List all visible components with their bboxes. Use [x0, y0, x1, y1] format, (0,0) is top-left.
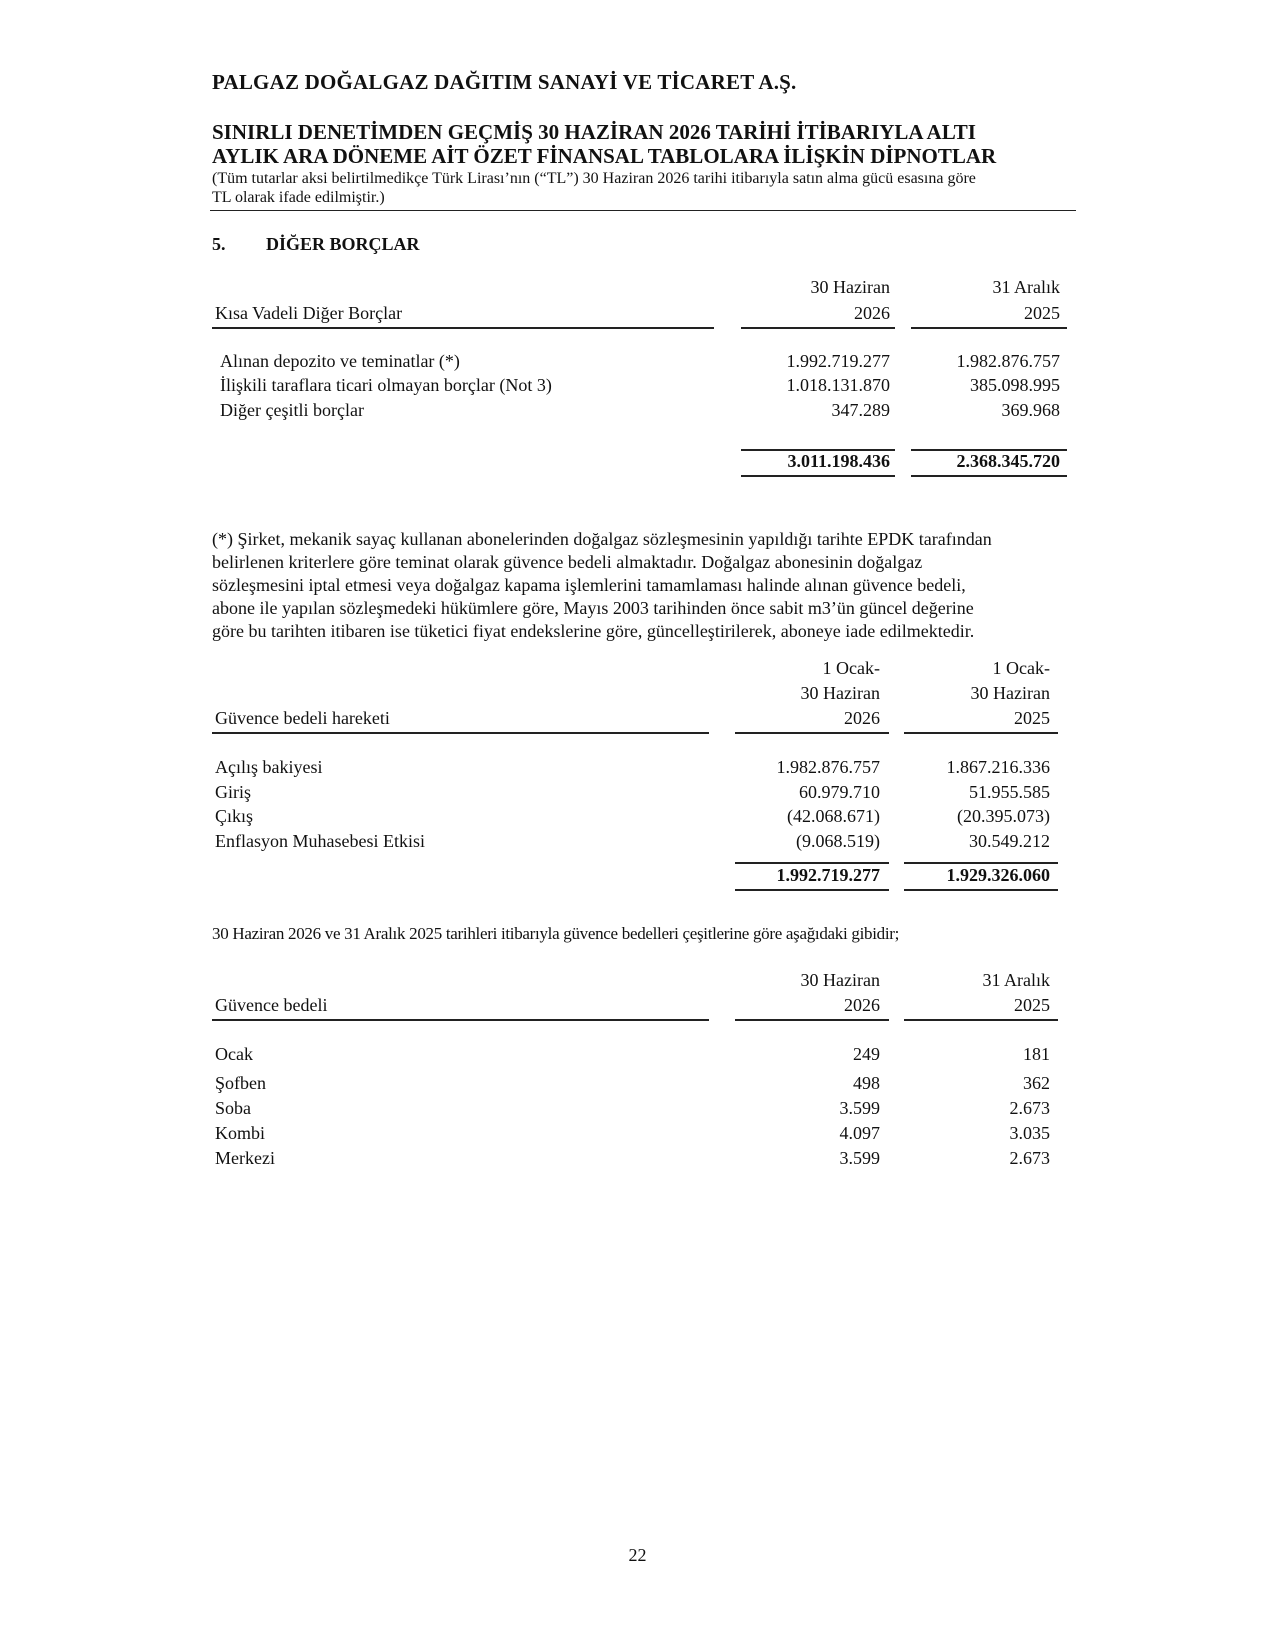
table1-row-value-2026: 1.992.719.277 [786, 351, 890, 371]
table2-row-label: Giriş [215, 782, 251, 802]
table1-col1-header-bottom: 2026 [854, 303, 890, 323]
table1-col1-underline [741, 327, 895, 329]
table3-row-value-2025: 2.673 [1009, 1098, 1050, 1118]
table3-row-label: Ocak [215, 1044, 253, 1064]
table2-row-label: Açılış bakiyesi [215, 757, 323, 777]
table3-row-value-2025: 181 [1023, 1044, 1050, 1064]
table1-row-value-2026: 1.018.131.870 [786, 375, 890, 395]
table2-label: Güvence bedeli hareketi [215, 708, 390, 728]
table1-total-2026: 3.011.198.436 [787, 451, 890, 471]
table2-label-underline [212, 732, 709, 734]
table3-col1-header-bottom: 2026 [844, 995, 880, 1015]
table2-col1-underline [735, 732, 889, 734]
table1-col2-header-bottom: 2025 [1024, 303, 1060, 323]
table2-col2-header-l1: 1 Ocak- [992, 658, 1050, 678]
footnote-line: (*) Şirket, mekanik sayaç kullanan abonelerinden doğalgaz sözleşmesinin yapıldığı tarihte EPDK tarafından [212, 529, 992, 549]
table3-label-underline [212, 1019, 709, 1021]
table2-total-2026: 1.992.719.277 [776, 865, 880, 885]
table3-row-label: Soba [215, 1098, 251, 1118]
table3-col2-underline [904, 1019, 1058, 1021]
currency-note-line-2: TL olarak ifade edilmiştir.) [212, 189, 385, 206]
table2-total-topline-2026 [735, 862, 889, 864]
table2-col2-header-l3: 2025 [1014, 708, 1050, 728]
footnote-line: belirlenen kriterlere göre teminat olarak güvence bedeli almaktadır. Doğalgaz abonesinin doğalgaz [212, 552, 923, 572]
table2-row-value-2026: (9.068.519) [796, 831, 880, 851]
section-number: 5. [212, 234, 226, 254]
table1-col2-underline [911, 327, 1067, 329]
header-divider [210, 210, 1076, 211]
table1-row-label: İlişkili taraflara ticari olmayan borçlar (Not 3) [220, 375, 552, 395]
table1-total-2025: 2.368.345.720 [956, 451, 1060, 471]
table2-row-value-2025: (20.395.073) [957, 806, 1050, 826]
table2-total-topline-2025 [904, 862, 1058, 864]
section-title: DİĞER BORÇLAR [266, 234, 420, 254]
table1-row-label: Alınan depozito ve teminatlar (*) [220, 351, 460, 371]
company-name: PALGAZ DOĞALGAZ DAĞITIM SANAYİ VE TİCARET A.Ş. [212, 70, 797, 94]
footnote-line: abone ile yapılan sözleşmedeki hükümlere göre, Mayıs 2003 tarihinden önce sabit m3’ün güncel değerine [212, 598, 974, 618]
table2-row-label: Çıkış [215, 806, 254, 826]
table2-col2-header-l2: 30 Haziran [970, 683, 1050, 703]
footnote-line: göre bu tarihten itibaren ise tüketici fiyat endekslerine göre, güncelleştirilerek, aboneye iade edilmektedir. [212, 621, 975, 641]
table3-col1-underline [735, 1019, 889, 1021]
table2-total-underline-2025 [904, 889, 1058, 891]
table1-row-value-2025: 369.968 [1001, 400, 1060, 420]
report-title-line-2: AYLIK ARA DÖNEME AİT ÖZET FİNANSAL TABLOLARA İLİŞKİN DİPNOTLAR [212, 144, 997, 168]
table2-row-value-2025: 51.955.585 [969, 782, 1050, 802]
table3-col1-header-top: 30 Haziran [800, 970, 880, 990]
currency-note-line-1: (Tüm tutarlar aksi belirtilmedikçe Türk Lirası’nın (“TL”) 30 Haziran 2026 tarihi itibarıyla satın alma gücü esasına göre [212, 170, 976, 187]
table3-row-label: Şofben [215, 1073, 266, 1093]
table2-total-underline-2026 [735, 889, 889, 891]
table3-col2-header-bottom: 2025 [1014, 995, 1050, 1015]
table2-row-label: Enflasyon Muhasebesi Etkisi [215, 831, 425, 851]
table3-row-label: Merkezi [215, 1148, 275, 1168]
table3-row-value-2026: 3.599 [839, 1148, 880, 1168]
table3-row-value-2026: 249 [853, 1044, 880, 1064]
table3-row-value-2026: 498 [853, 1073, 880, 1093]
table2-row-value-2025: 30.549.212 [969, 831, 1050, 851]
table3-row-value-2025: 3.035 [1009, 1123, 1050, 1143]
table3-row-value-2026: 4.097 [839, 1123, 880, 1143]
table3-row-label: Kombi [215, 1123, 266, 1143]
table1-col2-header-top: 31 Aralık [992, 277, 1060, 297]
table3-row-value-2025: 2.673 [1009, 1148, 1050, 1168]
table2-row-value-2026: 1.982.876.757 [776, 757, 880, 777]
table1-row-value-2025: 1.982.876.757 [956, 351, 1060, 371]
table1-total-underline-2025 [911, 475, 1067, 477]
table2-col1-header-l2: 30 Haziran [800, 683, 880, 703]
table2-col1-header-l1: 1 Ocak- [822, 658, 880, 678]
deposit-types-intro: 30 Haziran 2026 ve 31 Aralık 2025 tarihleri itibarıyla güvence bedelleri çeşitlerine göre aşağıdaki gibidir; [212, 924, 900, 943]
table1-row-value-2026: 347.289 [831, 400, 890, 420]
table2-row-value-2025: 1.867.216.336 [946, 757, 1050, 777]
table2-col1-header-l3: 2026 [844, 708, 880, 728]
table1-label: Kısa Vadeli Diğer Borçlar [215, 303, 403, 323]
table1-label-underline [212, 327, 714, 329]
table1-row-label: Diğer çeşitli borçlar [220, 400, 364, 420]
table3-row-value-2025: 362 [1023, 1073, 1050, 1093]
table2-row-value-2026: 60.979.710 [799, 782, 880, 802]
table1-total-underline-2026 [741, 475, 895, 477]
footnote-paragraph [212, 528, 1072, 643]
table2-total-2025: 1.929.326.060 [946, 865, 1050, 885]
table2-row-value-2026: (42.068.671) [787, 806, 880, 826]
table3-col2-header-top: 31 Aralık [982, 970, 1050, 990]
table3-label: Güvence bedeli [215, 995, 328, 1015]
footnote-line: sözleşmesini iptal etmesi veya doğalgaz kapama işlemlerini tamamlaması halinde alınan güvence bedeli, [212, 575, 966, 595]
page-number: 22 [628, 1545, 647, 1565]
table1-row-value-2025: 385.098.995 [970, 375, 1060, 395]
report-title-line-1: SINIRLI DENETİMDEN GEÇMİŞ 30 HAZİRAN 2026 TARİHİ İTİBARIYLA ALTI [212, 120, 976, 144]
table1-col1-header-top: 30 Haziran [810, 277, 890, 297]
table3-row-value-2026: 3.599 [839, 1098, 880, 1118]
table2-col2-underline [904, 732, 1058, 734]
